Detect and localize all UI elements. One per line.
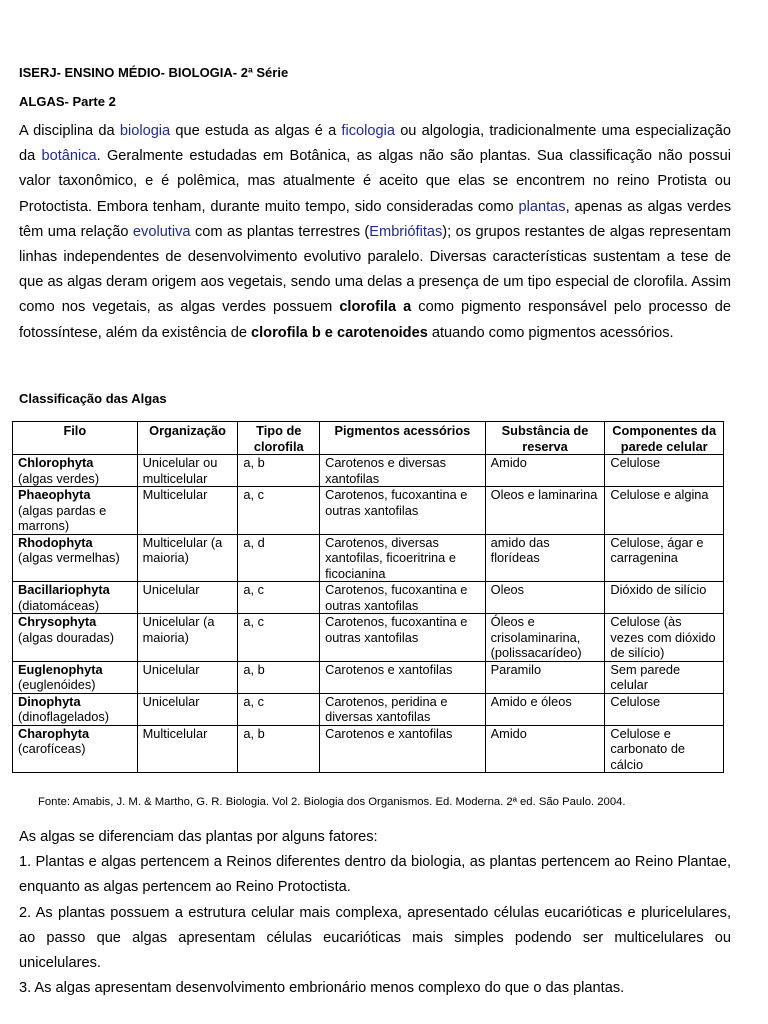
cell-parede: Celulose, ágar e carragenina bbox=[605, 534, 724, 582]
cell-organizacao: Unicelular ou multicelular bbox=[137, 455, 238, 487]
cell-pigmentos: Carotenos e xantofilas bbox=[320, 661, 486, 693]
cell-reserva: Amido bbox=[485, 455, 605, 487]
cell-filo: Rhodophyta (algas vermelhas) bbox=[13, 534, 138, 582]
differences-intro: As algas se diferenciam das plantas por alguns fatores: bbox=[19, 829, 378, 845]
link-biologia[interactable]: biologia bbox=[119, 123, 171, 139]
table-row bbox=[13, 582, 724, 614]
cell-organizacao: Unicelular bbox=[137, 693, 238, 725]
algae-classification-table bbox=[12, 421, 724, 773]
cell-parede: Celulose (às vezes com dióxido de silício) bbox=[605, 614, 724, 662]
table-row bbox=[13, 725, 724, 773]
cell-organizacao: Multicelular (a maioria) bbox=[137, 534, 238, 582]
cell-clorofila: a, c bbox=[238, 582, 320, 614]
table-row bbox=[13, 455, 724, 487]
intro-paragraph: A disciplina da biologia que estuda as algas é a ficologia ou algologia, tradicionalmente uma especialização da botânica. Geralmente estudadas em Botânica, as algas não são plantas. Sua classificação não possui valor taxonômico, e é polêmica, mas atualmente é aceito que elas se encontrem no reino Protista ou Protoctista. Embora tenham, durante muito tempo, sido consideradas como plantas, apenas as algas verdes têm uma relação evolutiva com as plantas terrestres (Embriófitas); os grupos restantes de algas representam linhas independentes de desenvolvimento evolutivo paralelo. Diversas características sustentam a tese de que as algas deram origem aos vegetais, sendo uma delas a presença de um tipo especial de clorofila. Assim como nos vegetais, as algas verdes possuem clorofila a como pigmento responsável pelo processo de fotossíntese, além da existência de clorofila b e carotenoides atuando como pigmentos acessórios. bbox=[19, 123, 732, 341]
cell-reserva: amido das florídeas bbox=[485, 534, 605, 582]
cell-pigmentos: Carotenos, fucoxantina e outras xantofilas bbox=[320, 487, 486, 535]
cell-organizacao: Unicelular bbox=[137, 661, 238, 693]
table-row bbox=[13, 534, 724, 582]
cell-reserva: Paramilo bbox=[485, 661, 605, 693]
link-evolutiva[interactable]: evolutiva bbox=[132, 223, 191, 240]
table-row bbox=[13, 661, 724, 693]
cell-reserva: Oleos e laminarina bbox=[485, 487, 605, 535]
cell-filo: Charophyta (carofíceas) bbox=[13, 725, 138, 773]
cell-clorofila: a, b bbox=[238, 725, 320, 773]
cell-pigmentos: Carotenos e xantofilas bbox=[320, 725, 486, 773]
cell-parede: Celulose e algina bbox=[605, 487, 724, 535]
link-plantas[interactable]: plantas bbox=[518, 198, 566, 215]
cell-filo: Chlorophyta (algas verdes) bbox=[13, 455, 138, 487]
cell-clorofila: a, c bbox=[238, 487, 320, 535]
cell-pigmentos: Carotenos, diversas xantofilas, ficoeritrina e ficocianina bbox=[320, 534, 486, 582]
cell-organizacao: Multicelular bbox=[137, 487, 238, 535]
table-row bbox=[13, 693, 724, 725]
cell-clorofila: a, c bbox=[238, 614, 320, 662]
cell-reserva: Óleos e crisolaminarina, (polissacarídeo) bbox=[485, 614, 605, 662]
header-parede: Componentes da parede celular bbox=[605, 422, 724, 455]
link-embriofitas[interactable]: Embriófitas bbox=[369, 223, 443, 240]
classification-title: Classificação das Algas bbox=[19, 391, 167, 406]
bold-clorofila-a: clorofila a bbox=[339, 299, 412, 316]
header-clorofila: Tipo de clorofila bbox=[238, 422, 320, 455]
list-item: 2. As plantas possuem a estrutura celular mais complexa, apresentado células eucarióticas e pluricelulares, ao passo que algas apresentam células eucarióticas mais simples podendo ser multicelulares ou unicelulares. bbox=[19, 904, 731, 972]
header-reserva: Substância de reserva bbox=[485, 422, 605, 455]
cell-clorofila: a, b bbox=[238, 661, 320, 693]
table-header-row bbox=[13, 422, 724, 455]
list-item: 1. Plantas e algas pertencem a Reinos diferentes dentro da biologia, as plantas pertencem ao Reino Plantae, enquanto as algas pertencem ao Reino Protoctista. bbox=[19, 854, 731, 896]
cell-filo: Chrysophyta (algas douradas) bbox=[13, 614, 138, 662]
link-ficologia[interactable]: ficologia bbox=[341, 123, 395, 139]
document-title: ISERJ- ENSINO MÉDIO- BIOLOGIA- 2ª Série bbox=[19, 65, 289, 80]
header-pigmentos: Pigmentos acessórios bbox=[320, 422, 486, 455]
cell-reserva: Amido e óleos bbox=[485, 693, 605, 725]
cell-pigmentos: Carotenos e diversas xantofilas bbox=[320, 455, 486, 487]
cell-parede: Sem parede celular bbox=[605, 661, 724, 693]
table-source-citation: Fonte: Amabis, J. M. & Martho, G. R. Biologia. Vol 2. Biologia dos Organismos. Ed. Moderna. 2ª ed. São Paulo. 2004. bbox=[38, 796, 626, 808]
cell-parede: Celulose bbox=[605, 693, 724, 725]
cell-clorofila: a, b bbox=[238, 455, 320, 487]
cell-organizacao: Multicelular bbox=[137, 725, 238, 773]
cell-parede: Celulose bbox=[605, 455, 724, 487]
list-item: 3. As algas apresentam desenvolvimento embrionário menos complexo do que o das plantas. bbox=[19, 980, 625, 997]
cell-parede: Celulose e carbonato de cálcio bbox=[605, 725, 724, 773]
table-row bbox=[13, 614, 724, 662]
link-botanica[interactable]: botânica bbox=[41, 148, 97, 165]
cell-parede: Dióxido de silício bbox=[605, 582, 724, 614]
cell-filo: Phaeophyta (algas pardas e marrons) bbox=[13, 487, 138, 535]
cell-pigmentos: Carotenos, fucoxantina e outras xantofilas bbox=[320, 614, 486, 662]
bold-clorofila-b: clorofila b e carotenoides bbox=[251, 324, 428, 341]
cell-reserva: Oleos bbox=[485, 582, 605, 614]
cell-filo: Euglenophyta (euglenóides) bbox=[13, 661, 138, 693]
cell-reserva: Amido bbox=[485, 725, 605, 773]
cell-filo: Dinophyta (dinoflagelados) bbox=[13, 693, 138, 725]
cell-clorofila: a, c bbox=[238, 693, 320, 725]
cell-pigmentos: Carotenos, fucoxantina e outras xantofilas bbox=[320, 582, 486, 614]
table-row bbox=[13, 487, 724, 535]
header-organizacao: Organização bbox=[137, 422, 238, 455]
document-subtitle: ALGAS- Parte 2 bbox=[19, 94, 116, 109]
cell-organizacao: Unicelular (a maioria) bbox=[137, 614, 238, 662]
cell-clorofila: a, d bbox=[238, 534, 320, 582]
header-filo: Filo bbox=[13, 422, 138, 455]
cell-filo: Bacillariophyta (diatomáceas) bbox=[13, 582, 138, 614]
cell-organizacao: Unicelular bbox=[137, 582, 238, 614]
cell-pigmentos: Carotenos, peridina e diversas xantofilas bbox=[320, 693, 486, 725]
differences-section bbox=[19, 825, 731, 1001]
